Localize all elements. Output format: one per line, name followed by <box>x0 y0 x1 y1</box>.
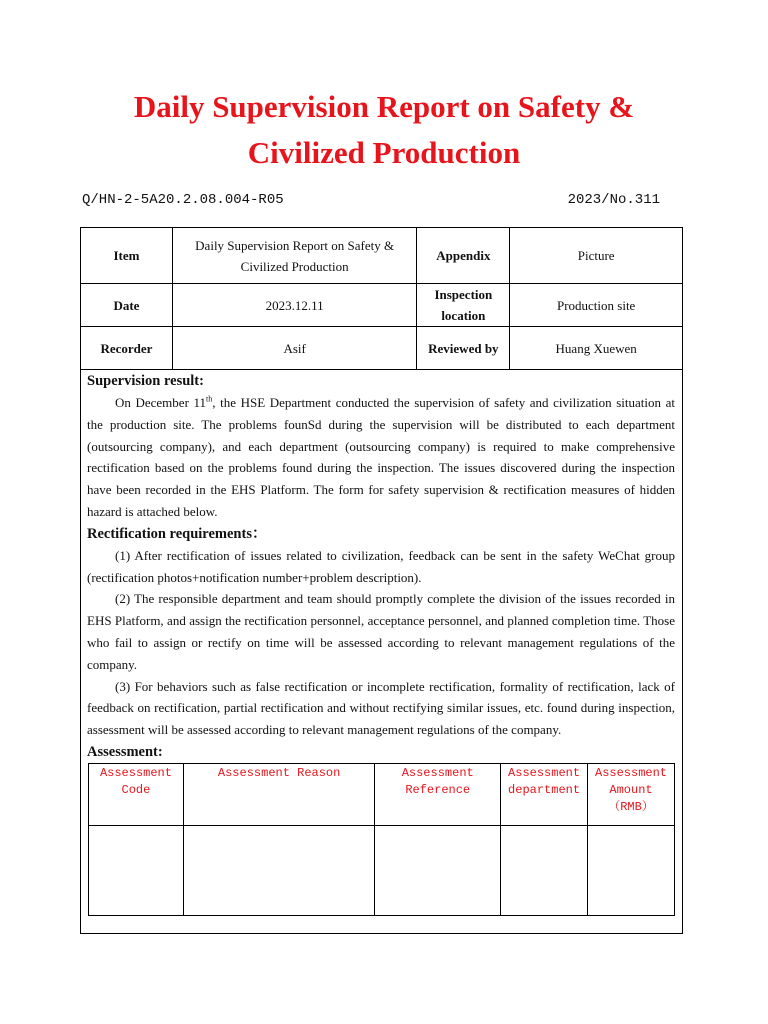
document-code: Q/HN-2-5A20.2.08.004-R05 <box>82 192 284 208</box>
col-assessment-amount <box>588 764 675 826</box>
location-value: Production site <box>510 284 683 327</box>
assessment-heading: Assessment: <box>87 743 163 760</box>
assessment-header-row <box>89 764 675 826</box>
supervision-heading: Supervision result: <box>87 373 204 389</box>
col-dept-line-2: department <box>508 783 581 797</box>
col-code-line-2: Code <box>121 783 151 797</box>
item-value-line-2: Civilized Production <box>240 258 349 274</box>
item-label: Item <box>81 228 173 284</box>
col-code-line-1: Assessment <box>99 766 172 780</box>
info-row-recorder <box>81 327 683 370</box>
title-line-1: Daily Supervision Report on Safety & <box>133 89 635 124</box>
supervision-paragraph <box>87 392 675 523</box>
title-line-2: Civilized Production <box>247 135 521 170</box>
supervision-text-rest: , the HSE Department conducted the supervision of safety and civilization situation at the production site. The problems founSd during the supervision will be distributed to each department (outsourcing company), and each department (outsourcing company) is required to make comprehensive rectification based on the problems found during the inspection. The issues discovered during the inspection have been recorded in the EHS Platform. The form for safety supervision & rectification measures of hidden hazard is attached below. <box>87 395 675 519</box>
location-label-line-2: location <box>441 308 486 323</box>
rectification-item: (3) For behaviors such as false rectification or incomplete rectification, formality of rectification, lack of feedback on rectification, partial rectification and without rectifying similar issues, etc. found during inspection, assessment will be assessed according to relevant management regulations of the company. <box>87 678 675 738</box>
item-value-line-1: Daily Supervision Report on Safety & <box>195 237 395 253</box>
reviewed-label: Reviewed by <box>417 327 510 370</box>
assessment-cell <box>89 826 184 916</box>
rectification-heading: Rectification requirements： <box>87 525 267 542</box>
assessment-cell <box>183 826 374 916</box>
supervision-text-start: On December 11 <box>115 395 207 410</box>
col-assessment-reference <box>375 764 501 826</box>
appendix-label: Appendix <box>417 228 510 284</box>
col-amount-line-3: （RMB） <box>608 800 654 814</box>
info-row-item <box>81 228 683 284</box>
location-label <box>417 284 510 327</box>
assessment-table <box>88 763 675 916</box>
rectification-item: (2) The responsible department and team should promptly complete the division of the issues recorded in EHS Platform, and assign the rectification personnel, acceptance personnel, and planned completion time. Those who fail to assign or rectify on time will be assessed according to relevant management regulations of the company. <box>87 591 675 672</box>
item-value <box>172 228 416 284</box>
document-number: 2023/No.311 <box>567 192 660 208</box>
appendix-value: Picture <box>510 228 683 284</box>
reviewed-value: Huang Xuewen <box>510 327 683 370</box>
col-dept-line-1: Assessment <box>508 766 581 780</box>
col-amount-line-2: Amount <box>609 783 653 797</box>
location-label-line-1: Inspection <box>434 287 493 302</box>
col-assessment-reason: Assessment Reason <box>183 764 374 826</box>
info-row-date <box>81 284 683 327</box>
info-table <box>80 227 683 370</box>
report-title <box>0 84 768 176</box>
date-value: 2023.12.11 <box>172 284 416 327</box>
report-body <box>87 370 675 763</box>
col-ref-line-1: Assessment <box>401 766 474 780</box>
col-assessment-department <box>501 764 588 826</box>
col-ref-line-2: Reference <box>405 783 471 797</box>
assessment-cell <box>501 826 588 916</box>
assessment-cell <box>588 826 675 916</box>
recorder-label: Recorder <box>81 327 173 370</box>
supervision-text-sup: th <box>206 394 213 404</box>
rectification-item: (1) After rectification of issues related to civilization, feedback can be sent in the safety WeChat group (rectification photos+notification number+problem description). <box>87 547 675 585</box>
date-label: Date <box>81 284 173 327</box>
assessment-cell <box>375 826 501 916</box>
col-amount-line-1: Assessment <box>595 766 668 780</box>
assessment-empty-row <box>89 826 675 916</box>
col-assessment-code <box>89 764 184 826</box>
recorder-value: Asif <box>172 327 416 370</box>
